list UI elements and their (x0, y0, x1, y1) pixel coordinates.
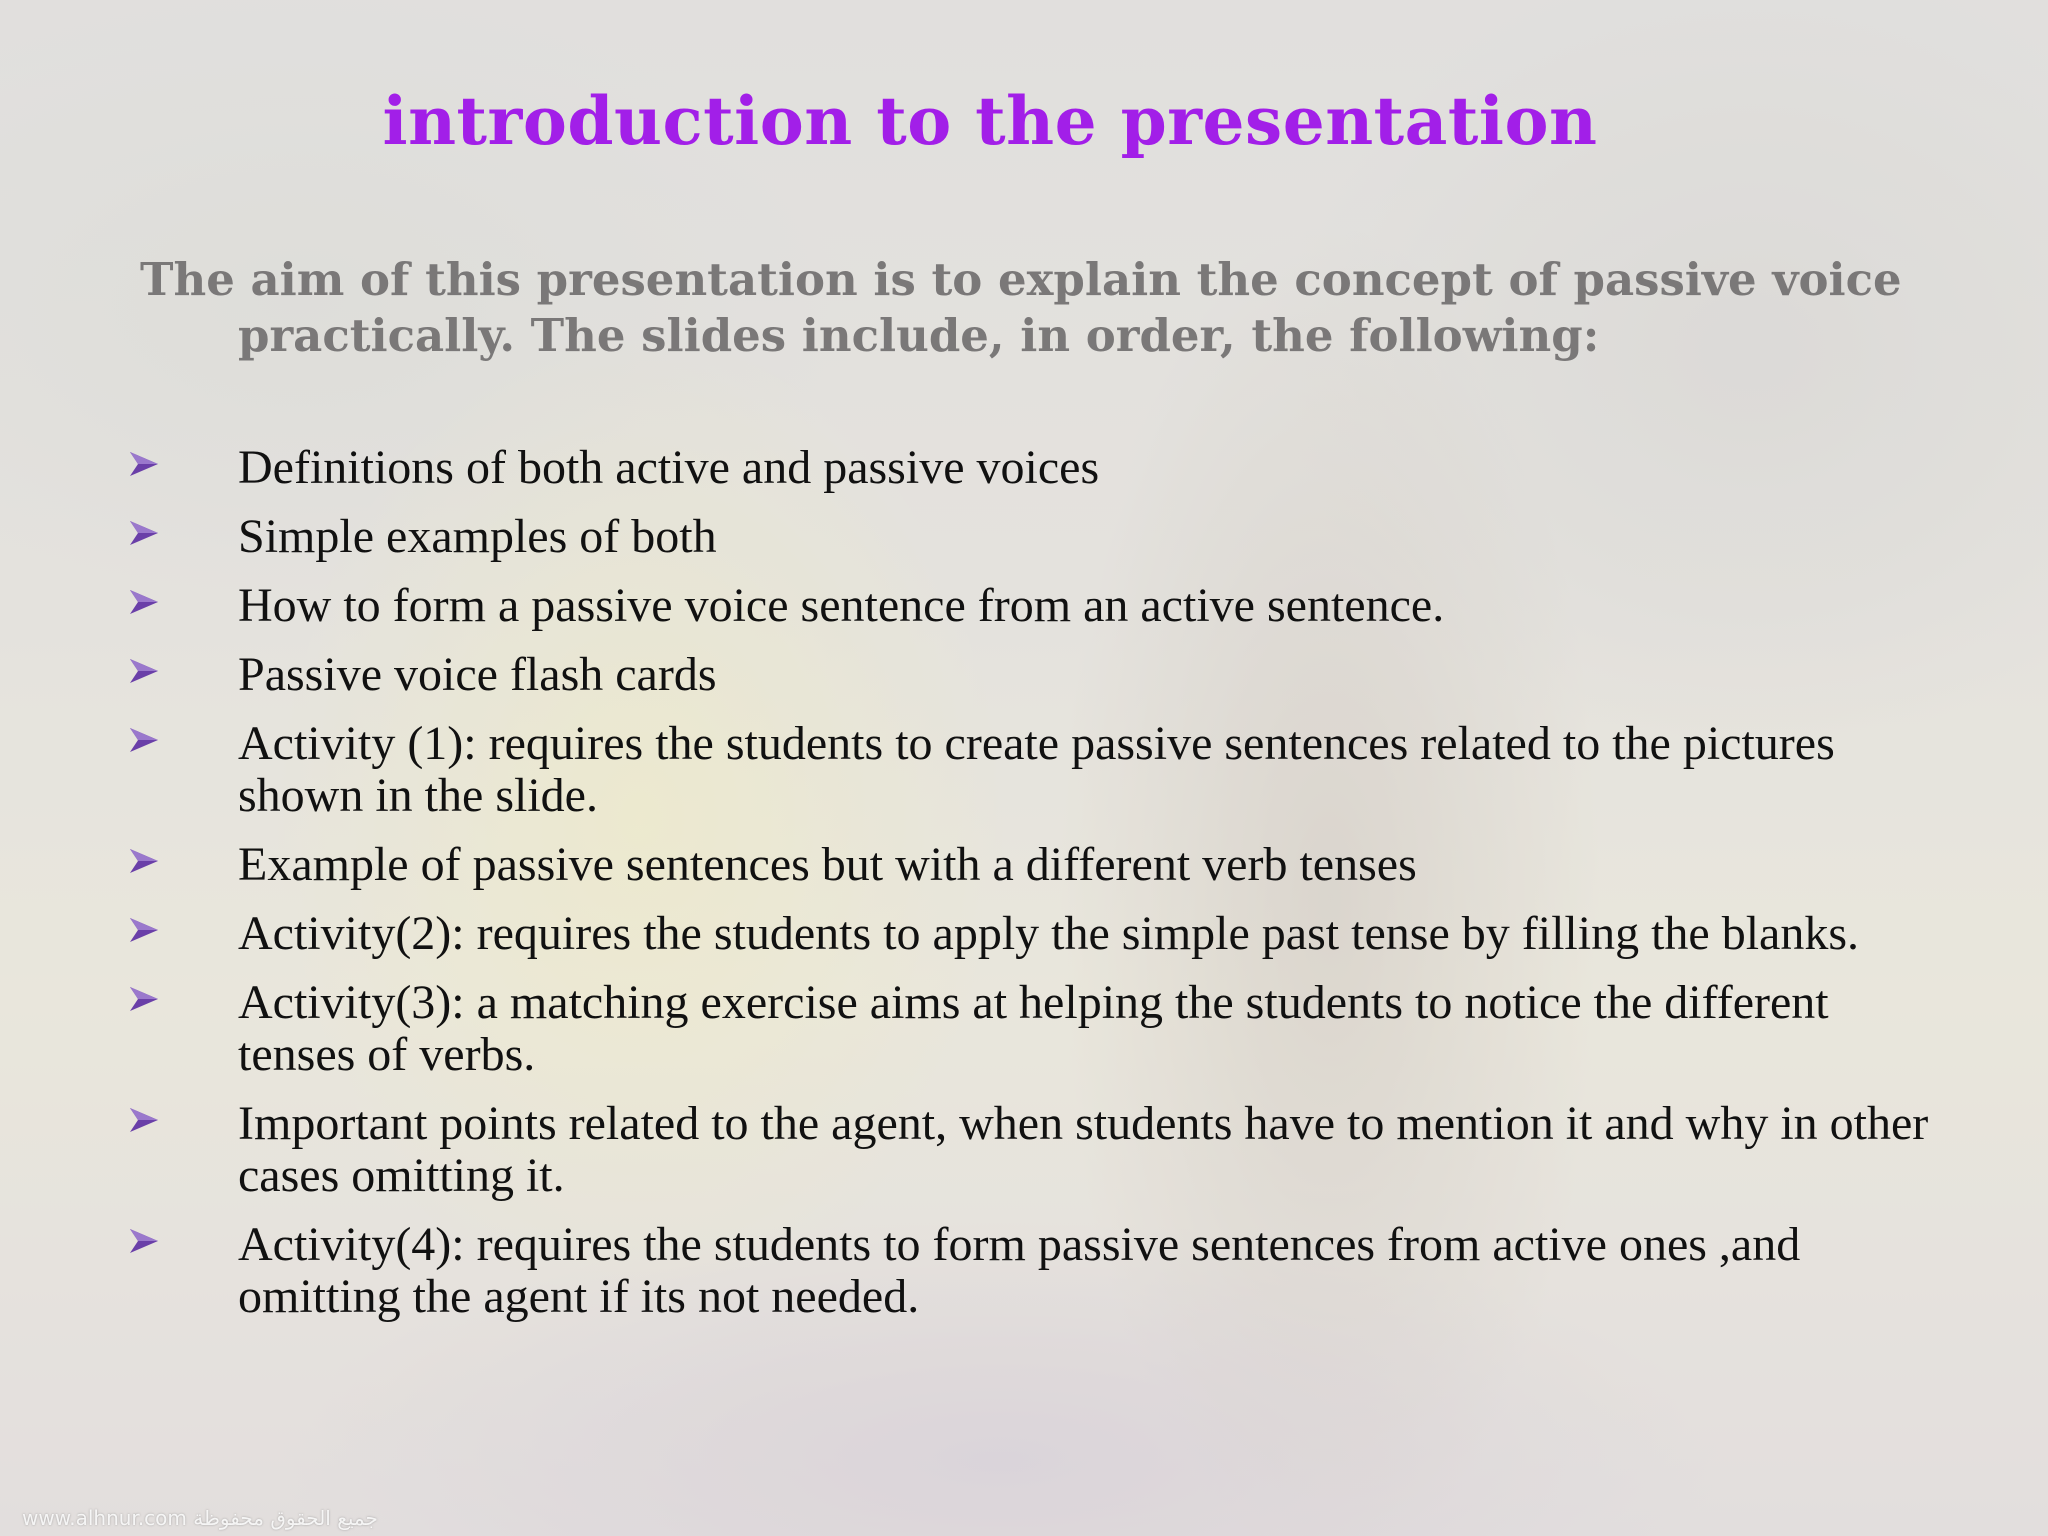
arrowhead-bullet-icon (126, 653, 162, 689)
bullet-item (120, 511, 1940, 563)
bullet-text: Activity(3): a matching exercise aims at helping the students to notice the different tenses of verbs. (238, 976, 1829, 1081)
arrowhead-bullet-icon (126, 446, 162, 482)
watermark-text: www.alhnur.com جميع الحقوق محفوظة (22, 1506, 378, 1530)
bullet-text: Activity (1): requires the students to create passive sentences related to the pictures shown in the slide. (238, 717, 1835, 822)
arrowhead-bullet-icon (126, 722, 162, 758)
bullet-item (120, 649, 1940, 701)
arrowhead-bullet-icon (126, 584, 162, 620)
bullet-item (120, 839, 1940, 891)
arrowhead-bullet-icon (126, 515, 162, 551)
intro-line-1: The aim of this presentation is to explain the concept of passive voice (140, 253, 1902, 306)
bullet-text: Passive voice flash cards (238, 648, 717, 701)
bullet-list (120, 442, 1940, 1340)
arrowhead-bullet-icon (126, 843, 162, 879)
bullet-item (120, 908, 1940, 960)
bullet-item (120, 1098, 1940, 1202)
arrowhead-bullet-icon (126, 1223, 162, 1259)
bullet-text: Definitions of both active and passive voices (238, 441, 1100, 494)
intro-paragraph (140, 252, 1940, 364)
bullet-text: Example of passive sentences but with a different verb tenses (238, 838, 1417, 891)
bullet-item (120, 442, 1940, 494)
bullet-item (120, 1219, 1940, 1323)
slide-title: introduction to the presentation (382, 82, 1598, 160)
bullet-text: Simple examples of both (238, 510, 717, 563)
bullet-text: Activity(2): requires the students to apply the simple past tense by filling the blanks. (238, 907, 1860, 960)
bullet-text: Activity(4): requires the students to form passive sentences from active ones ,and omitting the agent if its not needed. (238, 1218, 1801, 1323)
arrowhead-bullet-icon (126, 912, 162, 948)
bullet-item (120, 977, 1940, 1081)
intro-line-2: practically. The slides include, in order, the following: (238, 309, 1600, 362)
bullet-text: Important points related to the agent, when students have to mention it and why in other cases omitting it. (238, 1097, 1929, 1202)
arrowhead-bullet-icon (126, 1102, 162, 1138)
bullet-item (120, 580, 1940, 632)
bullet-text: How to form a passive voice sentence from an active sentence. (238, 579, 1445, 632)
arrowhead-bullet-icon (126, 981, 162, 1017)
bullet-item (120, 718, 1940, 822)
